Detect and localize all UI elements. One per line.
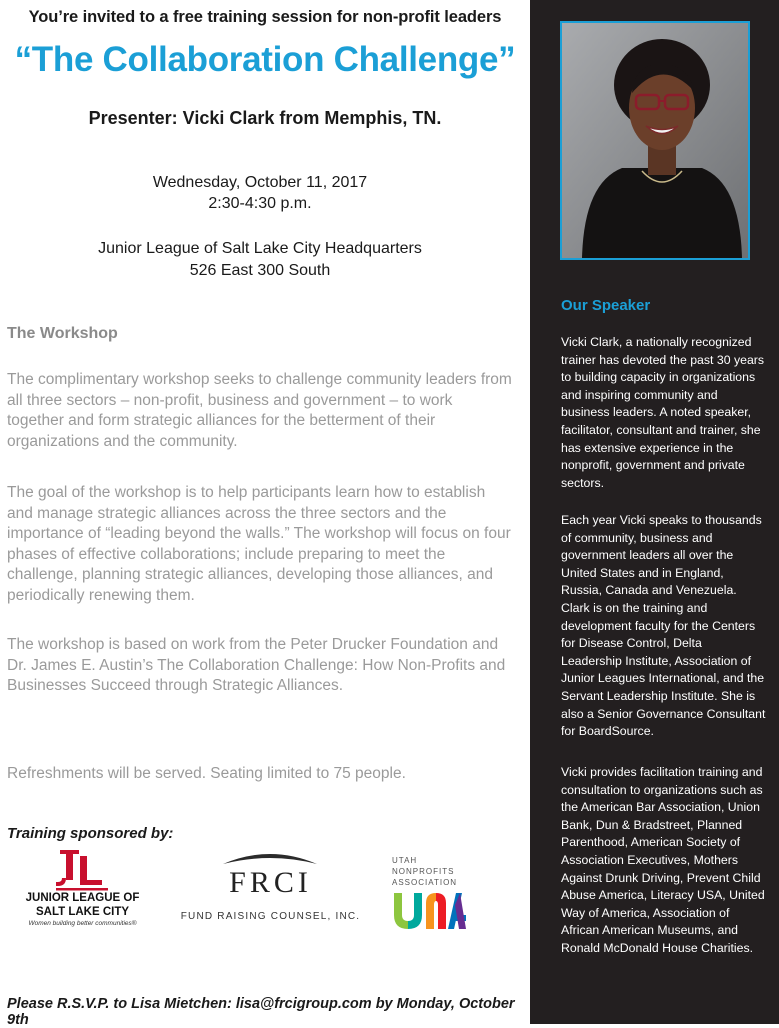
una-text-line3: ASSOCIATION bbox=[392, 878, 458, 887]
una-mark-icon bbox=[392, 891, 467, 931]
workshop-paragraph-3: The workshop is based on work from the Peter Drucker Foundation and Dr. James E. Austin’s The Collaboration Challenge: How Non-Profits and Businesses Succeed through Strategic Alliances. bbox=[7, 636, 506, 694]
junior-league-tagline: Women building better communities® bbox=[28, 920, 137, 927]
junior-league-logo bbox=[20, 848, 145, 930]
presenter-line: Presenter: Vicki Clark from Memphis, TN. bbox=[88, 108, 442, 128]
speaker-bio-paragraph-2: Each year Vicki speaks to thousands of community, business and government leaders all over the United States and in England, Russia, Canada and Venezuela. Clark is on the training and development faculty for the Centers for Disease Control, Delta Leadership Institute, Association of Junior Leagues International, and the Servant Leadership Institute. She is also a Senior Governance Consultant for BoardSource. bbox=[561, 513, 766, 739]
event-time: 2:30-4:30 p.m. bbox=[208, 195, 312, 212]
workshop-heading: The Workshop bbox=[7, 325, 118, 342]
junior-league-name-line2: SALT LAKE CITY bbox=[35, 906, 130, 918]
event-title: “The Collaboration Challenge” bbox=[14, 40, 516, 79]
frci-arc-icon bbox=[178, 848, 363, 868]
junior-league-emblem-icon bbox=[20, 848, 145, 892]
speaker-bio-paragraph-1: Vicki Clark, a nationally recognized trainer has devoted the past 30 years to building capacity in organizations and inspiring community and business leaders. A noted speaker, facilitator, consultant and trainer, she has extensive experience in the nonprofit, government and private sectors. bbox=[561, 335, 765, 490]
event-address: 526 East 300 South bbox=[189, 262, 331, 279]
refreshments-note: Refreshments will be served. Seating limited to 75 people. bbox=[7, 765, 406, 782]
frci-logo bbox=[178, 848, 363, 928]
junior-league-name-line1: JUNIOR LEAGUE OF bbox=[25, 892, 140, 904]
una-text-line1: UTAH bbox=[392, 856, 418, 865]
speaker-portrait-illustration bbox=[562, 23, 748, 258]
invitation-line: You’re invited to a free training session for non-profit leaders bbox=[28, 8, 502, 26]
sponsors-heading: Training sponsored by: bbox=[7, 825, 174, 842]
utah-nonprofits-association-logo bbox=[392, 855, 467, 933]
speaker-bio-paragraph-3: Vicki provides facilitation training and consultation to organizations such as the American Bar Association, Union Bank, Dun & Bradstreet, Planned Parenthood, American Society of Association Executives, Mothers Against Drunk Driving, Prevent Child Abuse America, Literacy USA, United Way of America, Association of African American Museums, and Ronald McDonald House Charities. bbox=[561, 765, 765, 955]
workshop-paragraph-1: The complimentary workshop seeks to challenge community leaders from all three sectors – non-profit, business and government – to work together and form strategic alliances for the betterment of their organizations and the community. bbox=[7, 371, 512, 450]
speaker-photo bbox=[560, 21, 750, 260]
event-date: Wednesday, October 11, 2017 bbox=[152, 174, 368, 191]
event-venue: Junior League of Salt Lake City Headquarters bbox=[98, 240, 422, 257]
frci-full-name: FUND RAISING COUNSEL, INC. bbox=[180, 911, 361, 922]
our-speaker-heading: Our Speaker bbox=[561, 297, 651, 314]
rsvp-line: Please R.S.V.P. to Lisa Mietchen: lisa@frcigroup.com by Monday, October 9th bbox=[7, 996, 515, 1028]
frci-wordmark: FRCI bbox=[229, 866, 312, 899]
workshop-paragraph-2: The goal of the workshop is to help participants learn how to establish and manage strategic alliances across the three sectors and the importance of “leading beyond the walls.” The workshop will focus on four phases of effective collaborations; include preparing to meet the challenge, planning strategic alliances, developing those alliances, and periodically renewing them. bbox=[7, 484, 511, 604]
una-text-line2: NONPROFITS bbox=[392, 867, 455, 876]
